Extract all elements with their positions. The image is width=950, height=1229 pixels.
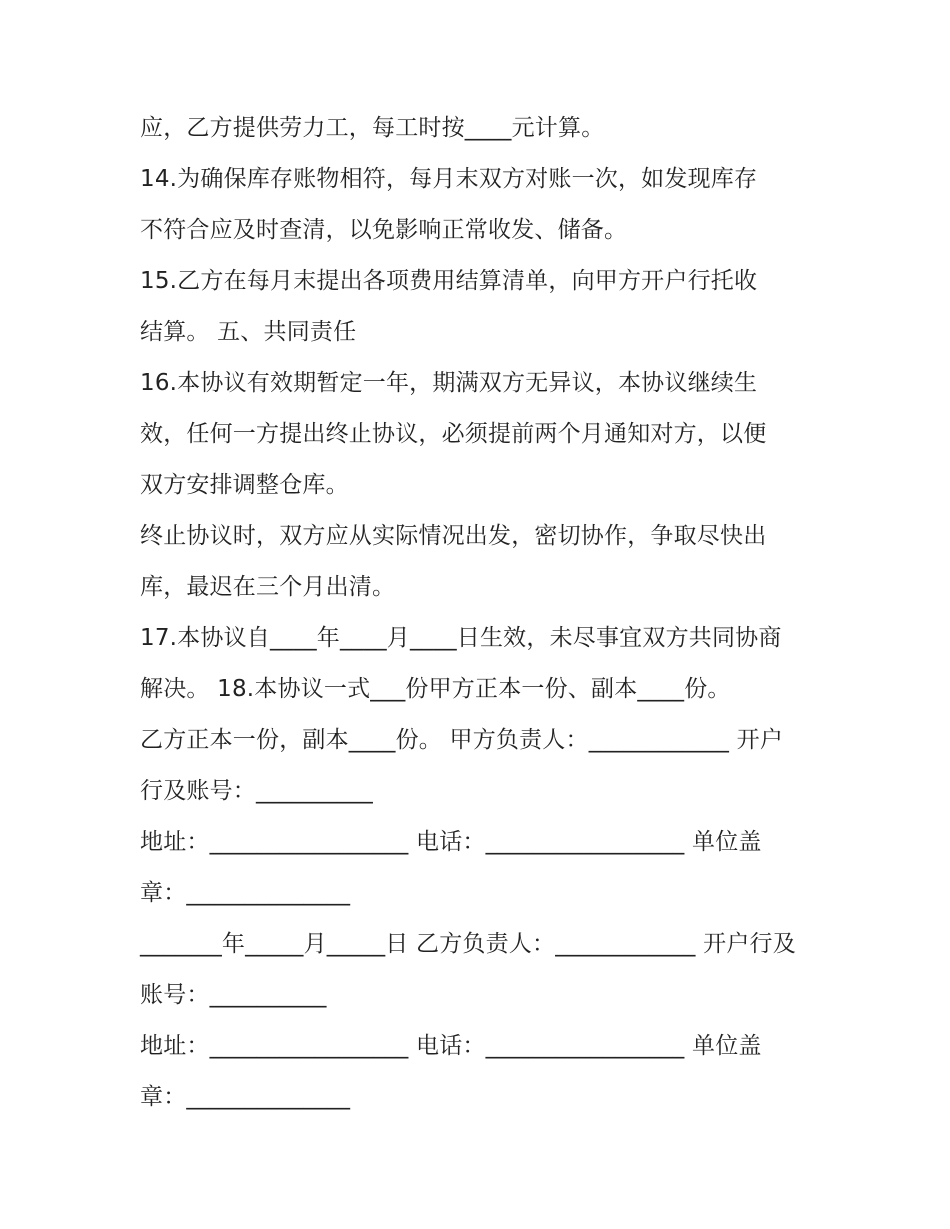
- text-line: 16.本协议有效期暂定一年，期满双方无异议，本协议继续生: [140, 370, 758, 396]
- text-line: 17.本协议自____年____月____日生效，未尽事宜双方共同协商: [140, 625, 782, 651]
- text-line: 章：______________: [140, 1084, 351, 1110]
- text-line: 15.乙方在每月末提出各项费用结算清单，向甲方开户行托收: [140, 268, 758, 294]
- text-line: 地址：_________________ 电话：_________________ 单位盖: [140, 1033, 762, 1059]
- text-line: _______年_____月_____日 乙方负责人：____________ 开户行及: [140, 931, 796, 957]
- text-line: 账号：__________: [140, 982, 327, 1008]
- text-line: 双方安排调整仓库。: [140, 472, 349, 498]
- text-line: 效，任何一方提出终止协议，必须提前两个月通知对方，以便: [140, 421, 767, 447]
- text-line: 终止协议时，双方应从实际情况出发，密切协作，争取尽快出: [140, 523, 767, 549]
- text-line: 解决。 18.本协议一式___份甲方正本一份、副本____份。: [140, 676, 731, 702]
- document-body: [140, 103, 830, 1123]
- text-line: 应，乙方提供劳力工，每工时按____元计算。: [140, 115, 605, 141]
- text-line: 行及账号：__________: [140, 778, 373, 804]
- text-line: 章：______________: [140, 880, 351, 906]
- text-line: 乙方正本一份，副本____份。 甲方负责人：____________ 开户: [140, 727, 784, 753]
- text-line: 不符合应及时查清，以免影响正常收发、储备。: [140, 217, 628, 243]
- text-line: 结算。 五、共同责任: [140, 319, 357, 345]
- text-line: 库，最迟在三个月出清。: [140, 574, 396, 600]
- text-line: 14.为确保库存账物相符，每月末双方对账一次，如发现库存: [140, 166, 758, 192]
- text-line: 地址：_________________ 电话：_________________ 单位盖: [140, 829, 762, 855]
